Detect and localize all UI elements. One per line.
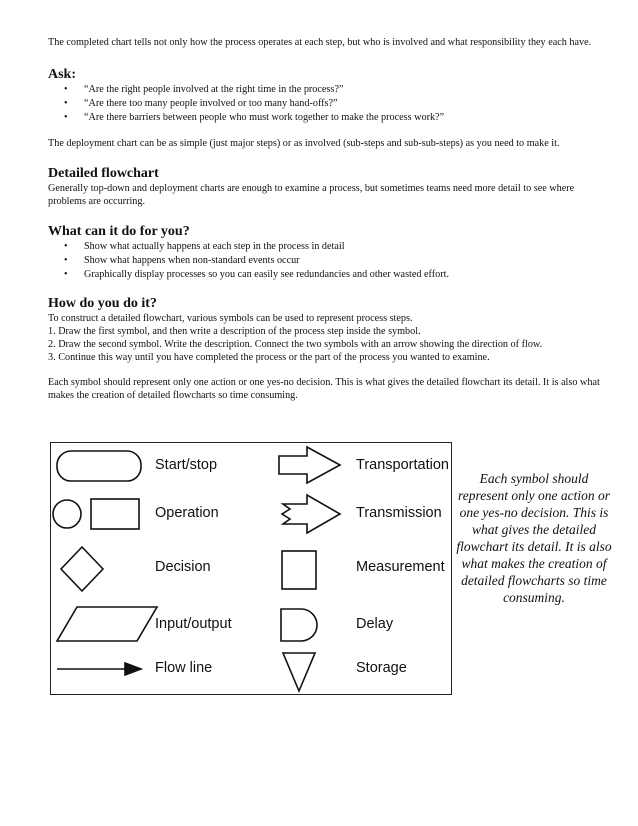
transmission-label: Transmission: [356, 505, 442, 521]
input-output-parallelogram-icon: [57, 607, 157, 641]
how-heading: How do you do it?: [48, 296, 157, 311]
measurement-label: Measurement: [356, 559, 445, 575]
decision-diamond-icon: [61, 547, 103, 591]
detailed-flowchart-heading: Detailed flowchart: [48, 166, 159, 181]
storage-triangle-icon: [283, 653, 315, 691]
ask-item: • “Are there too many people involved or too many hand-offs?”: [48, 97, 608, 111]
ask-list: [48, 83, 608, 125]
ask-item: • “Are there barriers between people who must work together to make the process work?”: [48, 111, 608, 125]
delay-label: Delay: [356, 616, 394, 632]
ask-item: • “Are the right people involved at the right time in the process?”: [48, 83, 608, 97]
each-symbol-paragraph: Each symbol should represent only one action or one yes-no decision. This is what gives the detailed flowchart its detail. It is also what makes the creation of detailed flowcharts so time consuming.: [48, 377, 600, 401]
how-line: To construct a detailed flowchart, various symbols can be used to represent process steps.: [48, 313, 413, 324]
deployment-paragraph: The deployment chart can be as simple (just major steps) or as involved (sub-steps and sub-sub-steps) as you need to make it.: [48, 138, 560, 149]
document-body: [48, 36, 608, 402]
storage-label: Storage: [356, 660, 407, 676]
side-note: Each symbol should represent only one action or one yes-no decision. This is what gives the detailed flowchart its detail. It is also what makes the creation of detailed flowcharts so time consuming.: [456, 471, 612, 605]
what-item: • Graphically display processes so you can easily see redundancies and other wasted effort.: [48, 268, 608, 282]
what-heading: What can it do for you?: [48, 224, 190, 239]
how-line: 3. Continue this way until you have completed the process or the part of the process you wanted to examine.: [48, 352, 490, 363]
operation-circle-icon: [53, 500, 81, 528]
flow-line-arrowhead-icon: [125, 663, 141, 675]
how-line: 2. Draw the second symbol. Write the description. Connect the two symbols with an arrow showing the direction of flow.: [48, 339, 543, 350]
start-stop-label: Start/stop: [155, 457, 218, 473]
how-line: 1. Draw the first symbol, and then write a description of the process step inside the symbol.: [48, 326, 421, 337]
ask-heading: Ask:: [48, 67, 77, 82]
transportation-label: Transportation: [356, 457, 449, 473]
what-item: • Show what actually happens at each step in the process in detail: [48, 240, 608, 254]
operation-label: Operation: [155, 505, 219, 521]
what-list: [48, 240, 608, 282]
detailed-flowchart-paragraph: Generally top-down and deployment charts are enough to examine a process, but sometimes teams need more detail to see where problems are occurring.: [48, 183, 575, 207]
flowchart-symbols-table: [50, 442, 452, 695]
measurement-square-icon: [282, 551, 316, 589]
start-stop-symbol-icon: [57, 451, 141, 481]
decision-label: Decision: [155, 559, 211, 575]
delay-symbol-icon: [281, 609, 317, 641]
operation-rectangle-icon: [91, 499, 139, 529]
transportation-arrow-icon: [279, 447, 340, 483]
what-item: • Show what happens when non-standard events occur: [48, 254, 608, 268]
transmission-arrow-icon: [282, 495, 340, 533]
intro-paragraph: The completed chart tells not only how the process operates at each step, but who is involved and what responsibility they each have.: [48, 37, 592, 48]
flow-line-label: Flow line: [155, 660, 213, 676]
input-output-label: Input/output: [155, 616, 232, 632]
